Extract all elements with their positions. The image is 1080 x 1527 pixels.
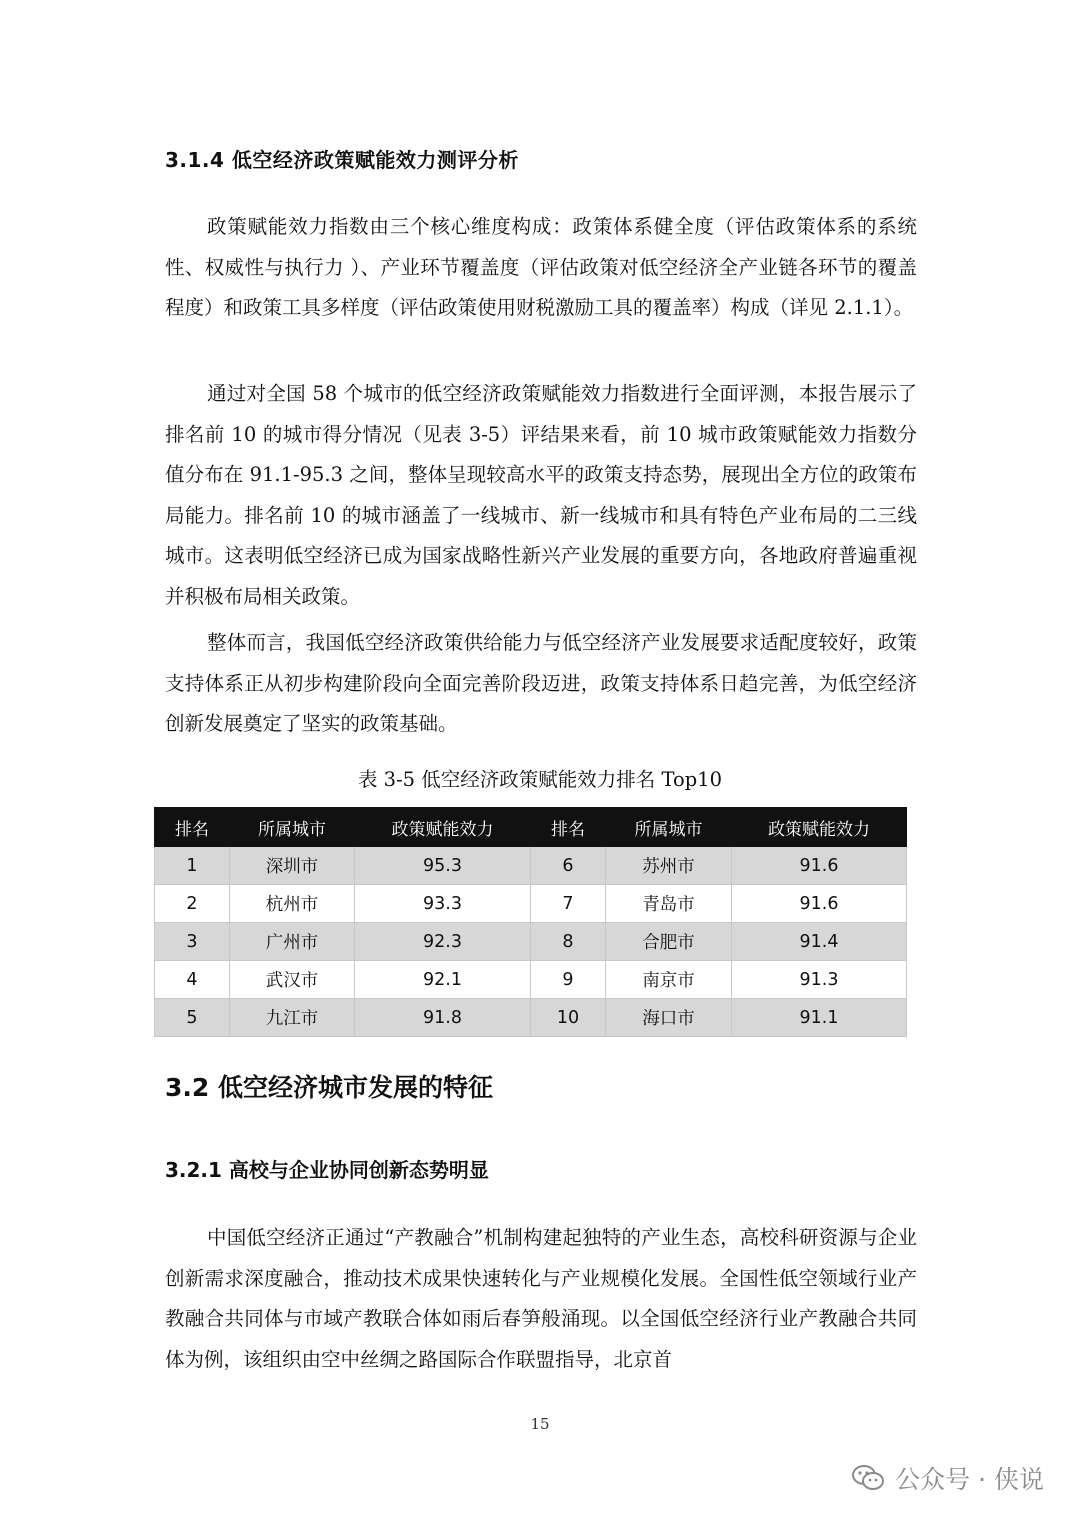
table-row <box>155 999 907 1037</box>
rank-cell: 7 <box>531 885 606 923</box>
header-city: 所属城市 <box>230 808 355 847</box>
rank-cell: 9 <box>531 961 606 999</box>
paragraph-overall-summary: 整体而言，我国低空经济政策供给能力与低空经济产业发展要求适配度较好，政策支持体系正从初步构建阶段向全面完善阶段迈进，政策支持体系日趋完善，为低空经济创新发展奠定了坚实的政策基础。 <box>165 631 917 735</box>
table-caption: 表 3-5 低空经济政策赋能效力排名 Top10 <box>357 768 723 791</box>
score-cell: 92.1 <box>355 961 531 999</box>
city-cell: 九江市 <box>230 999 355 1037</box>
table-row <box>155 961 907 999</box>
score-cell: 95.3 <box>355 847 531 885</box>
rank-cell: 6 <box>531 847 606 885</box>
paragraph-policy-index-definition: 政策赋能效力指数由三个核心维度构成：政策体系健全度（评估政策体系的系统性、权威性与执行力 ）、产业环节覆盖度（评估政策对低空经济全产业链各环节的覆盖程度）和政策工具多样度（评估政策使用财税激励工具的覆盖率）构成（详见 2.1.1）。 <box>165 215 917 319</box>
watermark-text: 公众号 · 侠说 <box>895 1465 1044 1494</box>
city-cell: 广州市 <box>230 923 355 961</box>
score-cell: 91.6 <box>732 885 907 923</box>
header-rank: 排名 <box>531 808 606 847</box>
watermark <box>851 1460 1044 1496</box>
rank-cell: 1 <box>155 847 230 885</box>
rank-cell: 5 <box>155 999 230 1037</box>
header-rank: 排名 <box>155 808 230 847</box>
score-cell: 92.3 <box>355 923 531 961</box>
city-cell: 苏州市 <box>606 847 732 885</box>
rank-cell: 4 <box>155 961 230 999</box>
table-row <box>155 885 907 923</box>
policy-ranking-table <box>154 807 907 1037</box>
score-cell: 91.8 <box>355 999 531 1037</box>
section-heading-3-2: 3.2 低空经济城市发展的特征 <box>165 1073 493 1102</box>
subsection-heading-3-2-1: 3.2.1 高校与企业协同创新态势明显 <box>165 1158 489 1182</box>
page-number: 15 <box>530 1415 550 1433</box>
city-cell: 深圳市 <box>230 847 355 885</box>
table-row <box>155 847 907 885</box>
subsection-heading-3-1-4: 3.1.4 低空经济政策赋能效力测评分析 <box>165 148 519 172</box>
score-cell: 91.3 <box>732 961 907 999</box>
rank-cell: 2 <box>155 885 230 923</box>
table-row <box>155 923 907 961</box>
header-score: 政策赋能效力 <box>355 808 531 847</box>
score-cell: 93.3 <box>355 885 531 923</box>
header-city: 所属城市 <box>606 808 732 847</box>
rank-cell: 10 <box>531 999 606 1037</box>
city-cell: 杭州市 <box>230 885 355 923</box>
city-cell: 南京市 <box>606 961 732 999</box>
table-header-row <box>155 808 907 847</box>
city-cell: 武汉市 <box>230 961 355 999</box>
wechat-icon <box>851 1463 885 1493</box>
header-score: 政策赋能效力 <box>732 808 907 847</box>
rank-cell: 3 <box>155 923 230 961</box>
city-cell: 青岛市 <box>606 885 732 923</box>
score-cell: 91.4 <box>732 923 907 961</box>
rank-cell: 8 <box>531 923 606 961</box>
paragraph-industry-education: 中国低空经济正通过“产教融合”机制构建起独特的产业生态，高校科研资源与企业创新需求深度融合，推动技术成果快速转化与产业规模化发展。全国性低空领域行业产教融合共同体与市域产教联合体如雨后春笋般涌现。以全国低空经济行业产教融合共同体为例，该组织由空中丝绸之路国际合作联盟指导，北京首 <box>165 1226 917 1371</box>
city-cell: 合肥市 <box>606 923 732 961</box>
city-cell: 海口市 <box>606 999 732 1037</box>
paragraph-top10-evaluation: 通过对全国 58 个城市的低空经济政策赋能效力指数进行全面评测，本报告展示了排名前 10 的城市得分情况（见表 3-5）评结果来看，前 10 城市政策赋能效力指数分值分布在 91.1-95.3 之间，整体呈现较高水平的政策支持态势，展现出全方位的政策布局能力。排名前 10 的城市涵盖了一线城市、新一线城市和具有特色产业布局的二三线城市。这表明低空经济已成为国家战略性新兴产业发展的重要方向，各地政府普遍重视并积极布局相关政策。 <box>165 382 917 608</box>
score-cell: 91.1 <box>732 999 907 1037</box>
score-cell: 91.6 <box>732 847 907 885</box>
